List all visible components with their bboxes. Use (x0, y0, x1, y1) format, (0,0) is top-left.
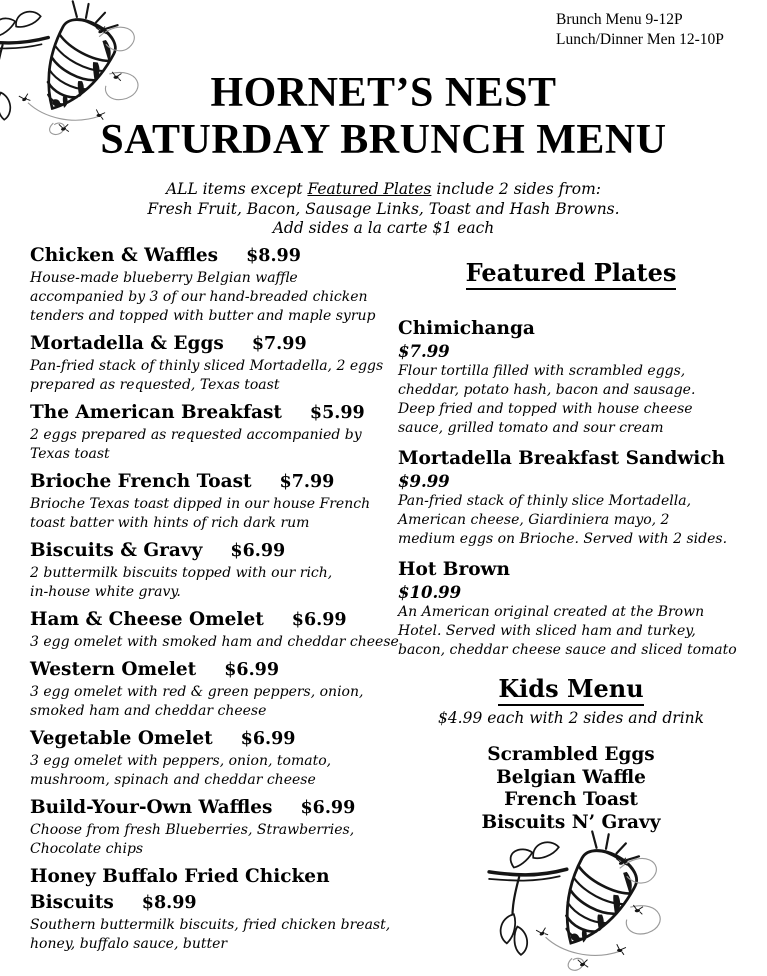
featured-plates-heading-text: Featured Plates (466, 258, 677, 290)
restaurant-name: HORNET’S NEST (210, 70, 557, 116)
menu-item-price: $8.99 (141, 893, 197, 913)
menu-item-desc-line: accompanied by 3 of our hand-breaded chicken (30, 289, 368, 305)
menu-item-desc-line: 3 egg omelet with peppers, onion, tomato, (30, 753, 332, 769)
featured-item (398, 557, 744, 660)
menu-item-heading (30, 469, 378, 495)
menu-item-price: $8.99 (246, 246, 301, 266)
kids-menu-heading-text: Kids Menu (498, 674, 643, 706)
menu-item-desc-line: prepared as requested, Texas toast (30, 377, 280, 393)
menu-item-heading (30, 400, 378, 426)
menu-item-price: $6.99 (230, 541, 286, 561)
featured-item-desc-line: bacon, cheddar cheese sauce and sliced tomato (398, 642, 737, 658)
menu-item-heading (30, 607, 378, 633)
menu-item-name: Chicken & Waffles (30, 245, 219, 266)
menu-item-name: The American Breakfast (30, 402, 282, 423)
menu-item-price: $6.99 (291, 610, 347, 630)
menu-item-heading (30, 890, 378, 916)
menu-item-desc-line: House-made blueberry Belgian waffle (30, 270, 298, 286)
featured-item-price: $7.99 (398, 342, 450, 361)
menu-item-heading (30, 243, 378, 269)
menu-item (30, 331, 384, 395)
menu-item (30, 864, 391, 954)
featured-item (398, 446, 744, 549)
menu-item-price: $7.99 (279, 472, 335, 492)
menu-item-desc-line: Chocolate chips (30, 841, 144, 857)
note-pre: ALL items except (165, 180, 308, 198)
featured-item-name: Mortadella Breakfast Sandwich (398, 448, 725, 469)
menu-item-price: $5.99 (309, 403, 365, 423)
featured-item-desc-line: Flour tortilla filled with scrambled eggs, (398, 363, 686, 379)
menu-item (30, 795, 378, 859)
page-title (0, 70, 767, 164)
menu-item-price: $6.99 (300, 798, 356, 818)
menu-item-desc-line: Choose from fresh Blueberries, Strawberries, (30, 822, 355, 838)
menu-item (30, 243, 378, 326)
hornets-nest-illustration (487, 826, 673, 976)
menu-item-name: Mortadella & Eggs (30, 333, 224, 354)
menu-item-heading (30, 864, 378, 890)
featured-item-desc-line: cheddar, potato hash, bacon and sausage. (398, 382, 696, 398)
menu-item-desc-line: in-house white gravy. (30, 584, 181, 600)
kids-menu-item: Scrambled Eggs (487, 744, 655, 765)
menu-item-heading (30, 538, 378, 564)
featured-plates-heading (398, 258, 744, 288)
featured-item (398, 316, 744, 438)
menu-item-desc-line: Texas toast (30, 446, 110, 462)
kids-menu-item: Biscuits N’ Gravy (481, 811, 661, 833)
menu-item-desc-line: tenders and topped with butter and maple syrup (30, 308, 376, 324)
menu-item-name: Ham & Cheese Omelet (30, 609, 264, 630)
sides-note-line2: Fresh Fruit, Bacon, Sausage Links, Toast and Hash Browns. (147, 199, 620, 218)
menu-item-price: $7.99 (251, 334, 307, 354)
featured-item-price: $9.99 (398, 472, 450, 491)
featured-item-desc-line: sauce, grilled tomato and sour cream (398, 420, 664, 436)
featured-item-desc-line: Deep fried and topped with house cheese (398, 401, 693, 417)
menu-item-desc-line: 3 egg omelet with red & green peppers, onion, (30, 684, 364, 700)
lunch-dinner-hours: Lunch/Dinner Men 12-10P (556, 31, 724, 48)
menu-item (30, 469, 378, 533)
menu-item-desc-line: toast batter with hints of rich dark rum (30, 515, 310, 531)
menu-item-desc-line: 2 buttermilk biscuits topped with our rich, (30, 565, 333, 581)
menu-item-name: Brioche French Toast (30, 471, 252, 492)
kids-menu-item: French Toast (504, 789, 638, 810)
featured-item-desc-line: Hotel. Served with sliced ham and turkey, (398, 623, 696, 639)
sides-note-line3: Add sides a la carte $1 each (272, 219, 495, 237)
hours-block (556, 10, 724, 50)
menu-item-heading (30, 726, 378, 752)
menu-name: SATURDAY BRUNCH MENU (100, 117, 667, 163)
menu-item-heading (30, 331, 378, 357)
note-featured-ref: Featured Plates (307, 180, 432, 198)
sides-note (0, 180, 767, 239)
menu-item (30, 607, 399, 652)
menu-item-desc-line: 3 egg omelet with smoked ham and cheddar cheese (30, 634, 399, 650)
menu-item-heading (30, 795, 378, 821)
kids-menu-item: Belgian Waffle (496, 766, 646, 788)
menu-item (30, 400, 378, 464)
menu-item-name: Build-Your-Own Waffles (30, 797, 273, 818)
menu-item-price: $6.99 (240, 729, 296, 749)
menu-item-desc-line: Southern buttermilk biscuits, fried chicken breast, (30, 917, 391, 933)
menu-item (30, 726, 378, 790)
sides-note-line1 (0, 180, 767, 200)
menu-item-desc-line: smoked ham and cheddar cheese (30, 703, 267, 719)
featured-item-desc-line: An American original created at the Brown (398, 604, 705, 620)
menu-item-desc-line: honey, buffalo sauce, butter (30, 936, 228, 952)
menu-item (30, 657, 378, 721)
featured-item-name: Chimichanga (398, 318, 535, 339)
kids-menu-subtitle: $4.99 each with 2 sides and drink (437, 709, 705, 727)
menu-item-heading (30, 657, 378, 683)
menu-item-price: $6.99 (224, 660, 280, 680)
kids-menu-list (398, 744, 744, 834)
menu-item-name: Western Omelet (30, 659, 197, 680)
menu-item-desc-line: mushroom, spinach and cheddar cheese (30, 772, 316, 788)
menu-item-desc-line: Pan-fried stack of thinly sliced Mortadella, 2 eggs (30, 358, 384, 374)
left-menu-column (30, 243, 399, 959)
menu-item-name: Vegetable Omelet (30, 728, 213, 749)
featured-item-desc-line: American cheese, Giardiniera mayo, 2 (398, 512, 670, 528)
note-post: include 2 sides from: (431, 180, 602, 198)
featured-item-name: Hot Brown (398, 559, 510, 580)
right-menu-column (398, 258, 744, 834)
featured-item-desc-line: medium eggs on Brioche. Served with 2 sides. (398, 531, 728, 547)
menu-item-name: Biscuits & Gravy (30, 540, 203, 561)
featured-item-desc-line: Pan-fried stack of thinly slice Mortadella, (398, 493, 692, 509)
featured-item-price: $10.99 (398, 583, 462, 602)
menu-item-name: Biscuits (30, 892, 114, 913)
brunch-hours: Brunch Menu 9-12P (556, 11, 683, 28)
kids-menu-heading (398, 674, 744, 704)
menu-item-desc-line: 2 eggs prepared as requested accompanied by (30, 427, 362, 443)
menu-item-name: Honey Buffalo Fried Chicken (30, 866, 330, 887)
menu-item (30, 538, 378, 602)
menu-item-desc-line: Brioche Texas toast dipped in our house French (30, 496, 371, 512)
